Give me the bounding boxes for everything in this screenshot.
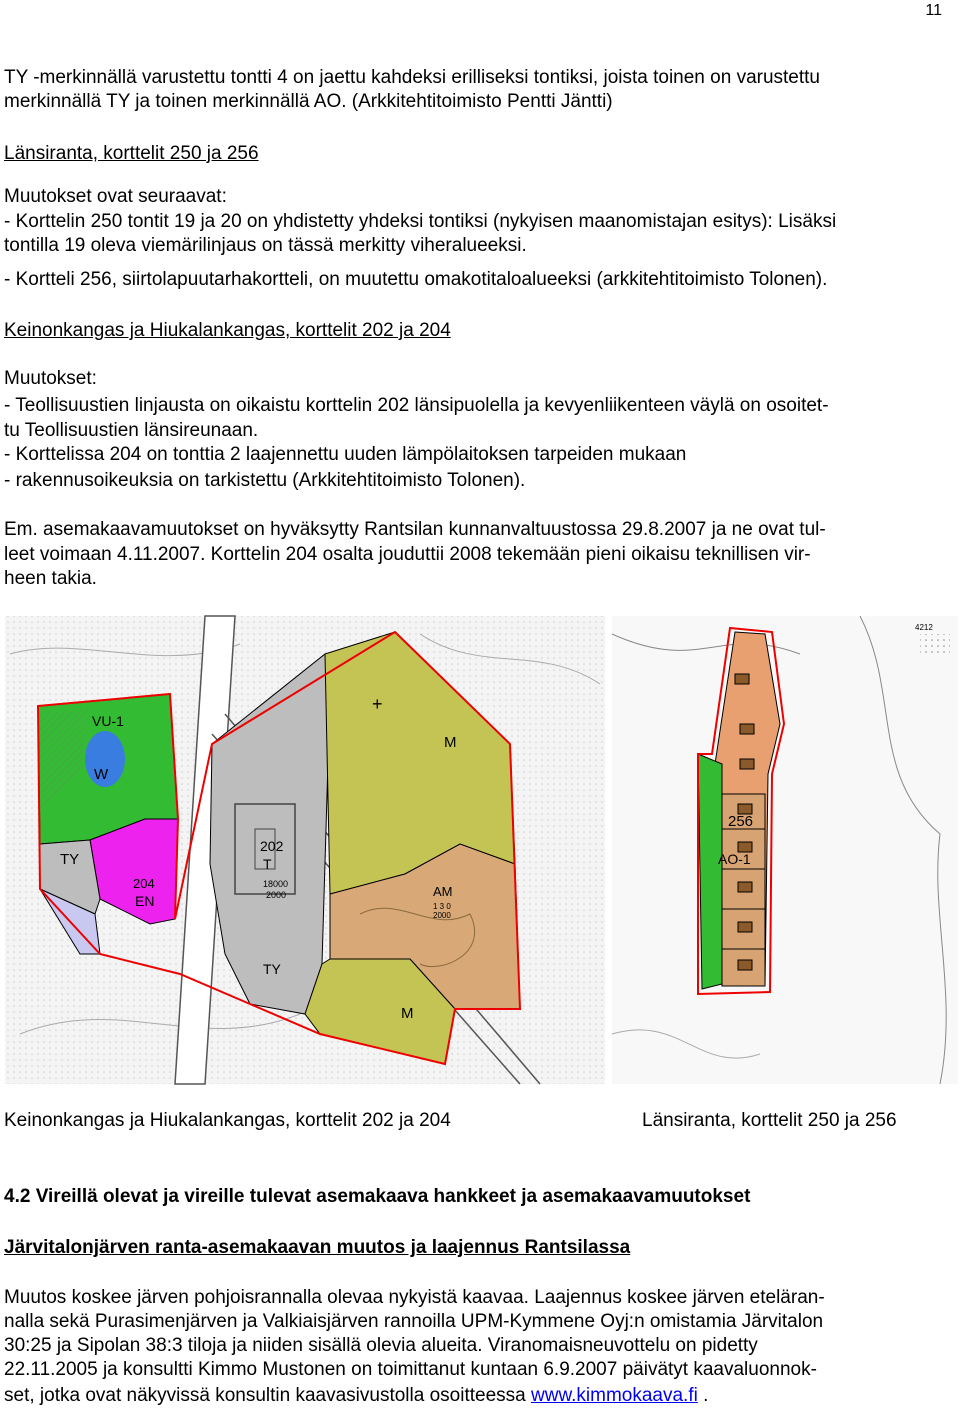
para-line-5-text: set, jotka ovat näkyvissä konsultin kaavasivustolla osoitteessa	[4, 1385, 531, 1406]
caption-right: Länsiranta, korttelit 250 ja 256	[642, 1110, 897, 1131]
para-line-5-suffix: .	[697, 1385, 709, 1406]
keinonkangas-line-4: - rakennusoikeuksia on tarkistettu (Arkkitehtitoimisto Tolonen).	[4, 470, 526, 491]
section-heading	[4, 1185, 956, 1209]
keinonkangas-line-1: - Teollisuustien linjausta on oikaistu korttelin 202 länsipuolella ja kevyenliikenteen väylä on osoitet-	[4, 395, 829, 416]
keinonkangas-line-2: tu Teollisuustien länsireunaan.	[4, 420, 259, 441]
label-am-value-2: 2000	[433, 911, 451, 920]
label-m-top: M	[444, 734, 457, 751]
lansiranta-changes-label: Muutokset ovat seuraavat:	[4, 186, 227, 207]
para-line-1: Muutos koskee järven pohjoisrannalla olevaa nykyistä kaavaa. Laajennus koskee järven eteläran-	[4, 1287, 825, 1308]
para-line-3: 30:25 ja Sipolan 38:3 tiloja ja niiden sisällä olevia alueita. Viranomaisneuvottelu on pidetty	[4, 1335, 758, 1356]
keinonkangas-changes-label: Muutokset:	[4, 368, 97, 389]
zone-green-strip	[698, 754, 722, 989]
approval-line-3: heen takia.	[4, 568, 97, 589]
label-18000: 18000	[263, 879, 289, 889]
label-am: AM	[433, 884, 453, 899]
label-4212: 4212	[915, 623, 933, 632]
kimmokaava-link[interactable]: www.kimmokaava.fi	[531, 1385, 698, 1406]
map-lansiranta	[612, 616, 958, 1084]
label-vu1: VU-1	[92, 713, 124, 729]
lansiranta-line-1: - Korttelin 250 tontit 19 ja 20 on yhdistetty yhdeksi tontiksi (nykyisen maanomistajan esitys): Lisäksi	[4, 211, 837, 232]
zoning-maps	[0, 614, 960, 1086]
section-number: 4.2	[4, 1186, 31, 1207]
subheading: Järvitalonjärven ranta-asemakaavan muutos ja laajennus Rantsilassa	[4, 1237, 631, 1258]
label-256: 256	[728, 813, 754, 830]
label-2000: 2000	[266, 890, 287, 900]
caption-left: Keinonkangas ja Hiukalankangas, korttelit 202 ja 204	[4, 1110, 451, 1131]
label-w: W	[94, 766, 109, 783]
intro-line-2: merkinnällä TY ja toinen merkinnällä AO. (Arkkitehtitoimisto Pentti Jäntti)	[4, 91, 613, 112]
lansiranta-heading: Länsiranta, korttelit 250 ja 256	[4, 143, 259, 164]
para-line-5	[4, 1384, 956, 1408]
para-line-2: nalla sekä Purasimenjärven ja Valkiaisjärven rannoilla UPM-Kymmene Oyj:n omistamia Järvitalon	[4, 1311, 824, 1332]
lansiranta-line-2: tontilla 19 oleva viemärilinjaus on tässä merkitty viheralueeksi.	[4, 235, 527, 256]
intro-line-1: TY -merkinnällä varustettu tontti 4 on jaettu kahdeksi erilliseksi tontiksi, joista toinen on varustettu	[4, 67, 820, 88]
keinonkangas-line-3: - Korttelissa 204 on tonttia 2 laajennettu uuden lämpölaitoksen tarpeiden mukaan	[4, 444, 687, 465]
page-number: 11	[925, 2, 942, 19]
section-title: Vireillä olevat ja vireille tulevat asemakaava hankkeet ja asemakaavamuutokset	[35, 1186, 751, 1207]
label-ty-left: TY	[60, 851, 80, 868]
map-keinonkangas	[5, 616, 605, 1084]
label-202: 202	[260, 838, 284, 854]
para-line-4: 22.11.2005 ja konsultti Kimmo Mustonen on toimittanut kuntaan 6.9.2007 päivätyt kaavaluonnok-	[4, 1359, 817, 1380]
lansiranta-line-3: - Kortteli 256, siirtolapuutarhakortteli, on muutettu omakotitaloalueeksi (arkkitehtitoimisto Tolonen).	[4, 269, 828, 290]
label-ao1: AO-1	[718, 851, 751, 867]
approval-line-1: Em. asemakaavamuutokset on hyväksytty Rantsilan kunnanvaltuustossa 29.8.2007 ja ne ovat tul-	[4, 519, 826, 540]
approval-line-2: leet voimaan 4.11.2007. Korttelin 204 osalta jouduttii 2008 tekemään pieni oikaisu teknillisen vir-	[4, 544, 811, 565]
label-m-bottom: M	[401, 1005, 414, 1022]
label-ty-bottom: TY	[263, 961, 281, 977]
label-204: 204	[133, 876, 155, 891]
label-plus: +	[372, 694, 383, 714]
label-en: EN	[135, 893, 155, 909]
keinonkangas-heading: Keinonkangas ja Hiukalankangas, korttelit 202 ja 204	[4, 320, 451, 341]
label-am-value: 1 3 0	[433, 902, 451, 911]
label-t: T	[263, 856, 272, 872]
